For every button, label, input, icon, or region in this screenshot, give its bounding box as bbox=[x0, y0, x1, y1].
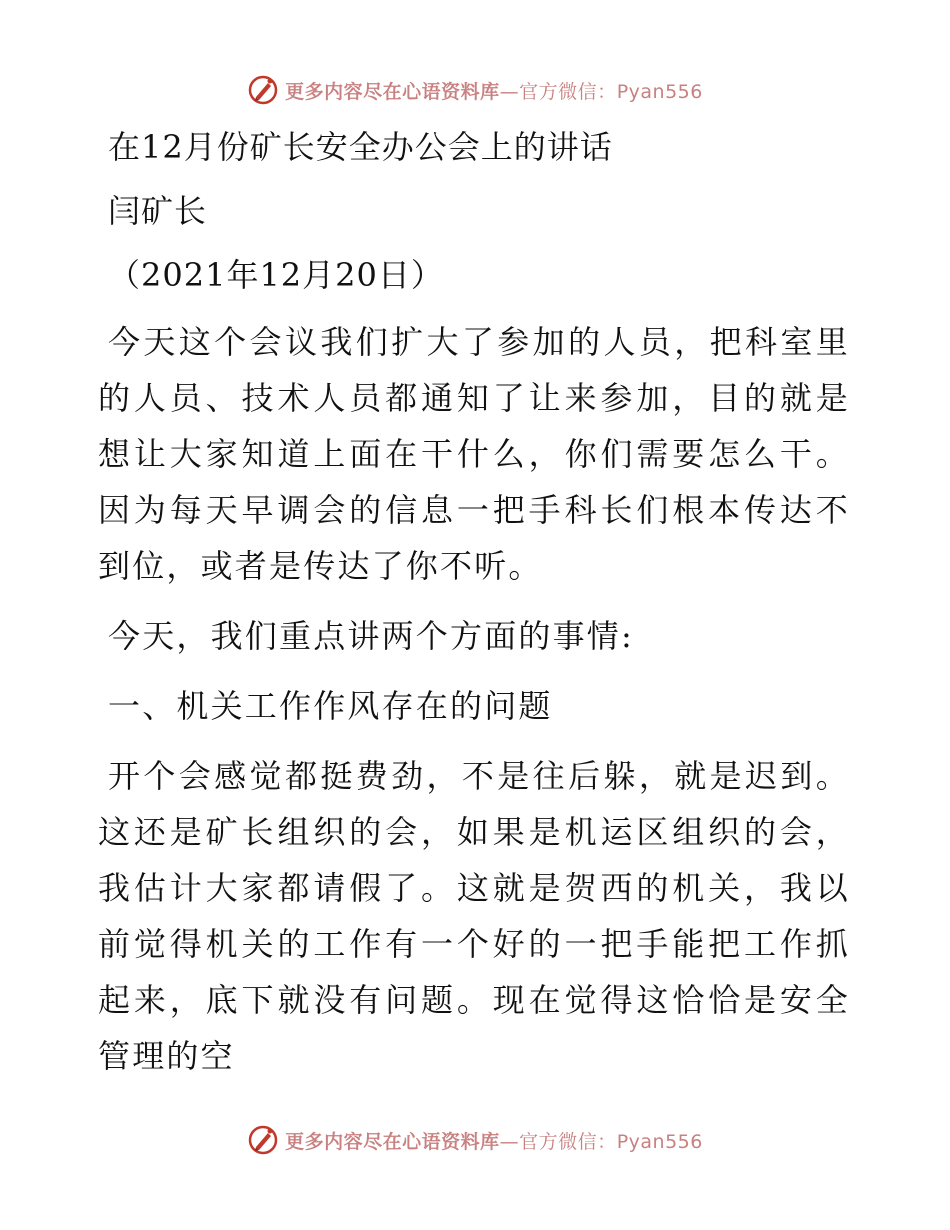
watermark-text bbox=[285, 1127, 703, 1154]
watermark-separator: — bbox=[499, 1130, 520, 1153]
watermark-footer bbox=[0, 1120, 950, 1160]
document-body bbox=[98, 122, 858, 1084]
watermark-official-label: 官方微信： bbox=[519, 80, 617, 103]
watermark-separator: — bbox=[499, 80, 520, 103]
paragraph: 今天，我们重点讲两个方面的事情: bbox=[108, 617, 634, 655]
watermark-text bbox=[285, 77, 703, 104]
watermark-inner bbox=[247, 74, 703, 106]
document-author: 闫矿长 bbox=[108, 192, 208, 230]
section-heading: 一、机关工作作风存在的问题 bbox=[108, 687, 553, 725]
watermark-id: Pyan556 bbox=[616, 80, 703, 103]
pen-logo-icon bbox=[247, 1124, 279, 1156]
watermark-official-label: 官方微信： bbox=[519, 1130, 617, 1153]
watermark-id: Pyan556 bbox=[616, 1130, 703, 1153]
watermark-main-text: 更多内容尽在心语资料库 bbox=[285, 1130, 500, 1153]
pen-logo-icon bbox=[247, 74, 279, 106]
watermark-inner bbox=[247, 1124, 703, 1156]
document-title: 在12月份矿长安全办公会上的讲话 bbox=[108, 128, 613, 166]
paragraph: 开个会感觉都挺费劲，不是往后躲，就是迟到。这还是矿长组织的会，如果是机运区组织的会，我估计大家都请假了。这就是贺西的机关，我以前觉得机关的工作有一个好的一把手能把工作抓起来，底下就没有问题。现在觉得这恰恰是安全管理的空 bbox=[98, 757, 850, 1075]
document-date: （2021年12月20日） bbox=[108, 256, 444, 294]
watermark-main-text: 更多内容尽在心语资料库 bbox=[285, 80, 500, 103]
paragraph: 今天这个会议我们扩大了参加的人员，把科室里的人员、技术人员都通知了让来参加，目的就是想让大家知道上面在干什么，你们需要怎么干。因为每天早调会的信息一把手科长们根本传达不到位，或者是传达了你不听。 bbox=[98, 323, 850, 585]
watermark-header bbox=[0, 70, 950, 110]
